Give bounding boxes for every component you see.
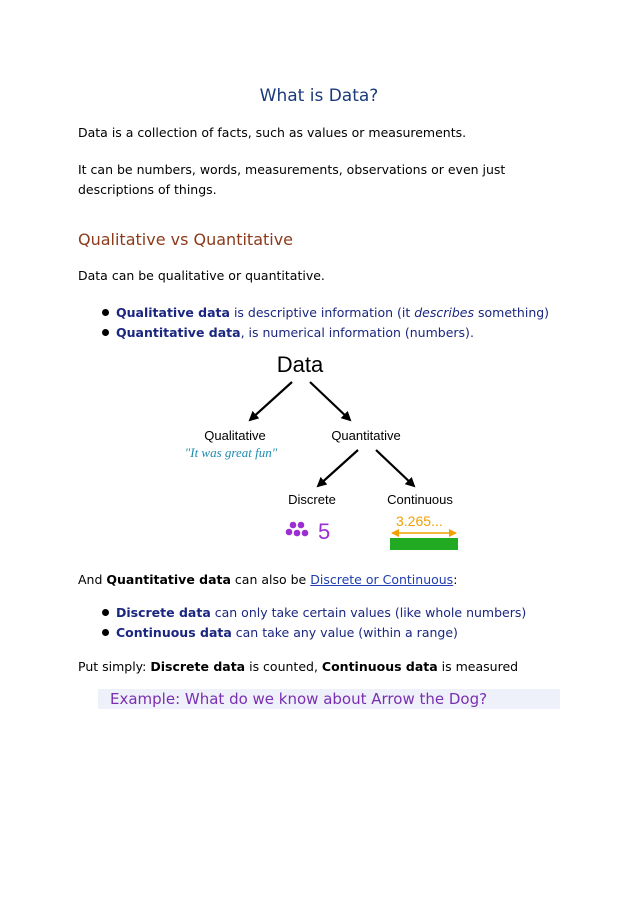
list-item — [78, 303, 578, 323]
measure-bar — [390, 538, 458, 550]
data-types-diagram — [0, 340, 638, 560]
diagram-quantitative-label: Quantitative — [331, 428, 401, 443]
page-title: What is Data? — [259, 86, 379, 106]
and-line — [78, 570, 598, 590]
term-quantitative: Quantitative data — [106, 572, 231, 587]
list-item — [78, 603, 578, 623]
bullet-icon — [102, 309, 109, 316]
intro-paragraph-2-line-2: descriptions of things. — [78, 182, 217, 197]
term-quantitative: Quantitative data — [116, 325, 241, 340]
intro-paragraph-2 — [78, 160, 548, 200]
bullet-icon — [102, 609, 109, 616]
list-text-italic: describes — [414, 305, 475, 320]
arrow-to-qualitative — [250, 382, 292, 420]
arrow-to-discrete — [318, 450, 358, 486]
list-text: can take any value (within a range) — [231, 625, 458, 640]
arrow-to-quantitative — [310, 382, 350, 420]
intro-paragraph-2-line-1: It can be numbers, words, measurements, observations or even just — [78, 162, 506, 177]
term-qualitative: Qualitative data — [116, 305, 230, 320]
diagram-discrete-label: Discrete — [288, 492, 336, 507]
diagram-qualitative-label: Qualitative — [204, 428, 266, 443]
discrete-example-value: 5 — [318, 519, 331, 544]
bullet-icon — [102, 629, 109, 636]
list-text: is descriptive information (it — [229, 305, 415, 320]
dots-icon — [286, 522, 309, 537]
list-text: can only take certain values (like whole numbers) — [210, 605, 527, 620]
term-discrete: Discrete data — [116, 605, 211, 620]
and-prefix: And — [78, 572, 107, 587]
bullet-icon — [102, 329, 109, 336]
list-text: , is numerical information (numbers). — [240, 325, 474, 340]
arrow-to-continuous — [376, 450, 414, 486]
summary-line — [78, 657, 598, 677]
summary-prefix: Put simply: — [78, 659, 151, 674]
example-box: Example: What do we know about Arrow the Dog? — [98, 689, 560, 709]
qualitative-example-quote: "It was great fun" — [184, 445, 278, 460]
discrete-or-continuous-link[interactable]: Discrete or Continuous — [310, 572, 454, 587]
term-continuous: Continuous data — [321, 659, 438, 674]
section-heading: Qualitative vs Quantitative — [78, 230, 294, 249]
intro-paragraph-1: Data is a collection of facts, such as values or measurements. — [78, 125, 467, 140]
list-text: something) — [474, 305, 550, 320]
discrete-continuous-list — [78, 603, 578, 643]
term-discrete: Discrete data — [150, 659, 246, 674]
continuous-example-value: 3.265... — [396, 513, 443, 529]
qualitative-quantitative-list — [78, 303, 578, 343]
term-continuous: Continuous data — [116, 625, 232, 640]
list-item — [78, 623, 578, 643]
diagram-root-label: Data — [276, 352, 324, 377]
summary-middle: is counted, — [245, 659, 322, 674]
summary-suffix: is measured — [437, 659, 519, 674]
diagram-continuous-label: Continuous — [387, 492, 453, 507]
section-intro: Data can be qualitative or quantitative. — [78, 268, 325, 283]
and-middle: can also be — [230, 572, 311, 587]
and-suffix: : — [453, 572, 458, 587]
